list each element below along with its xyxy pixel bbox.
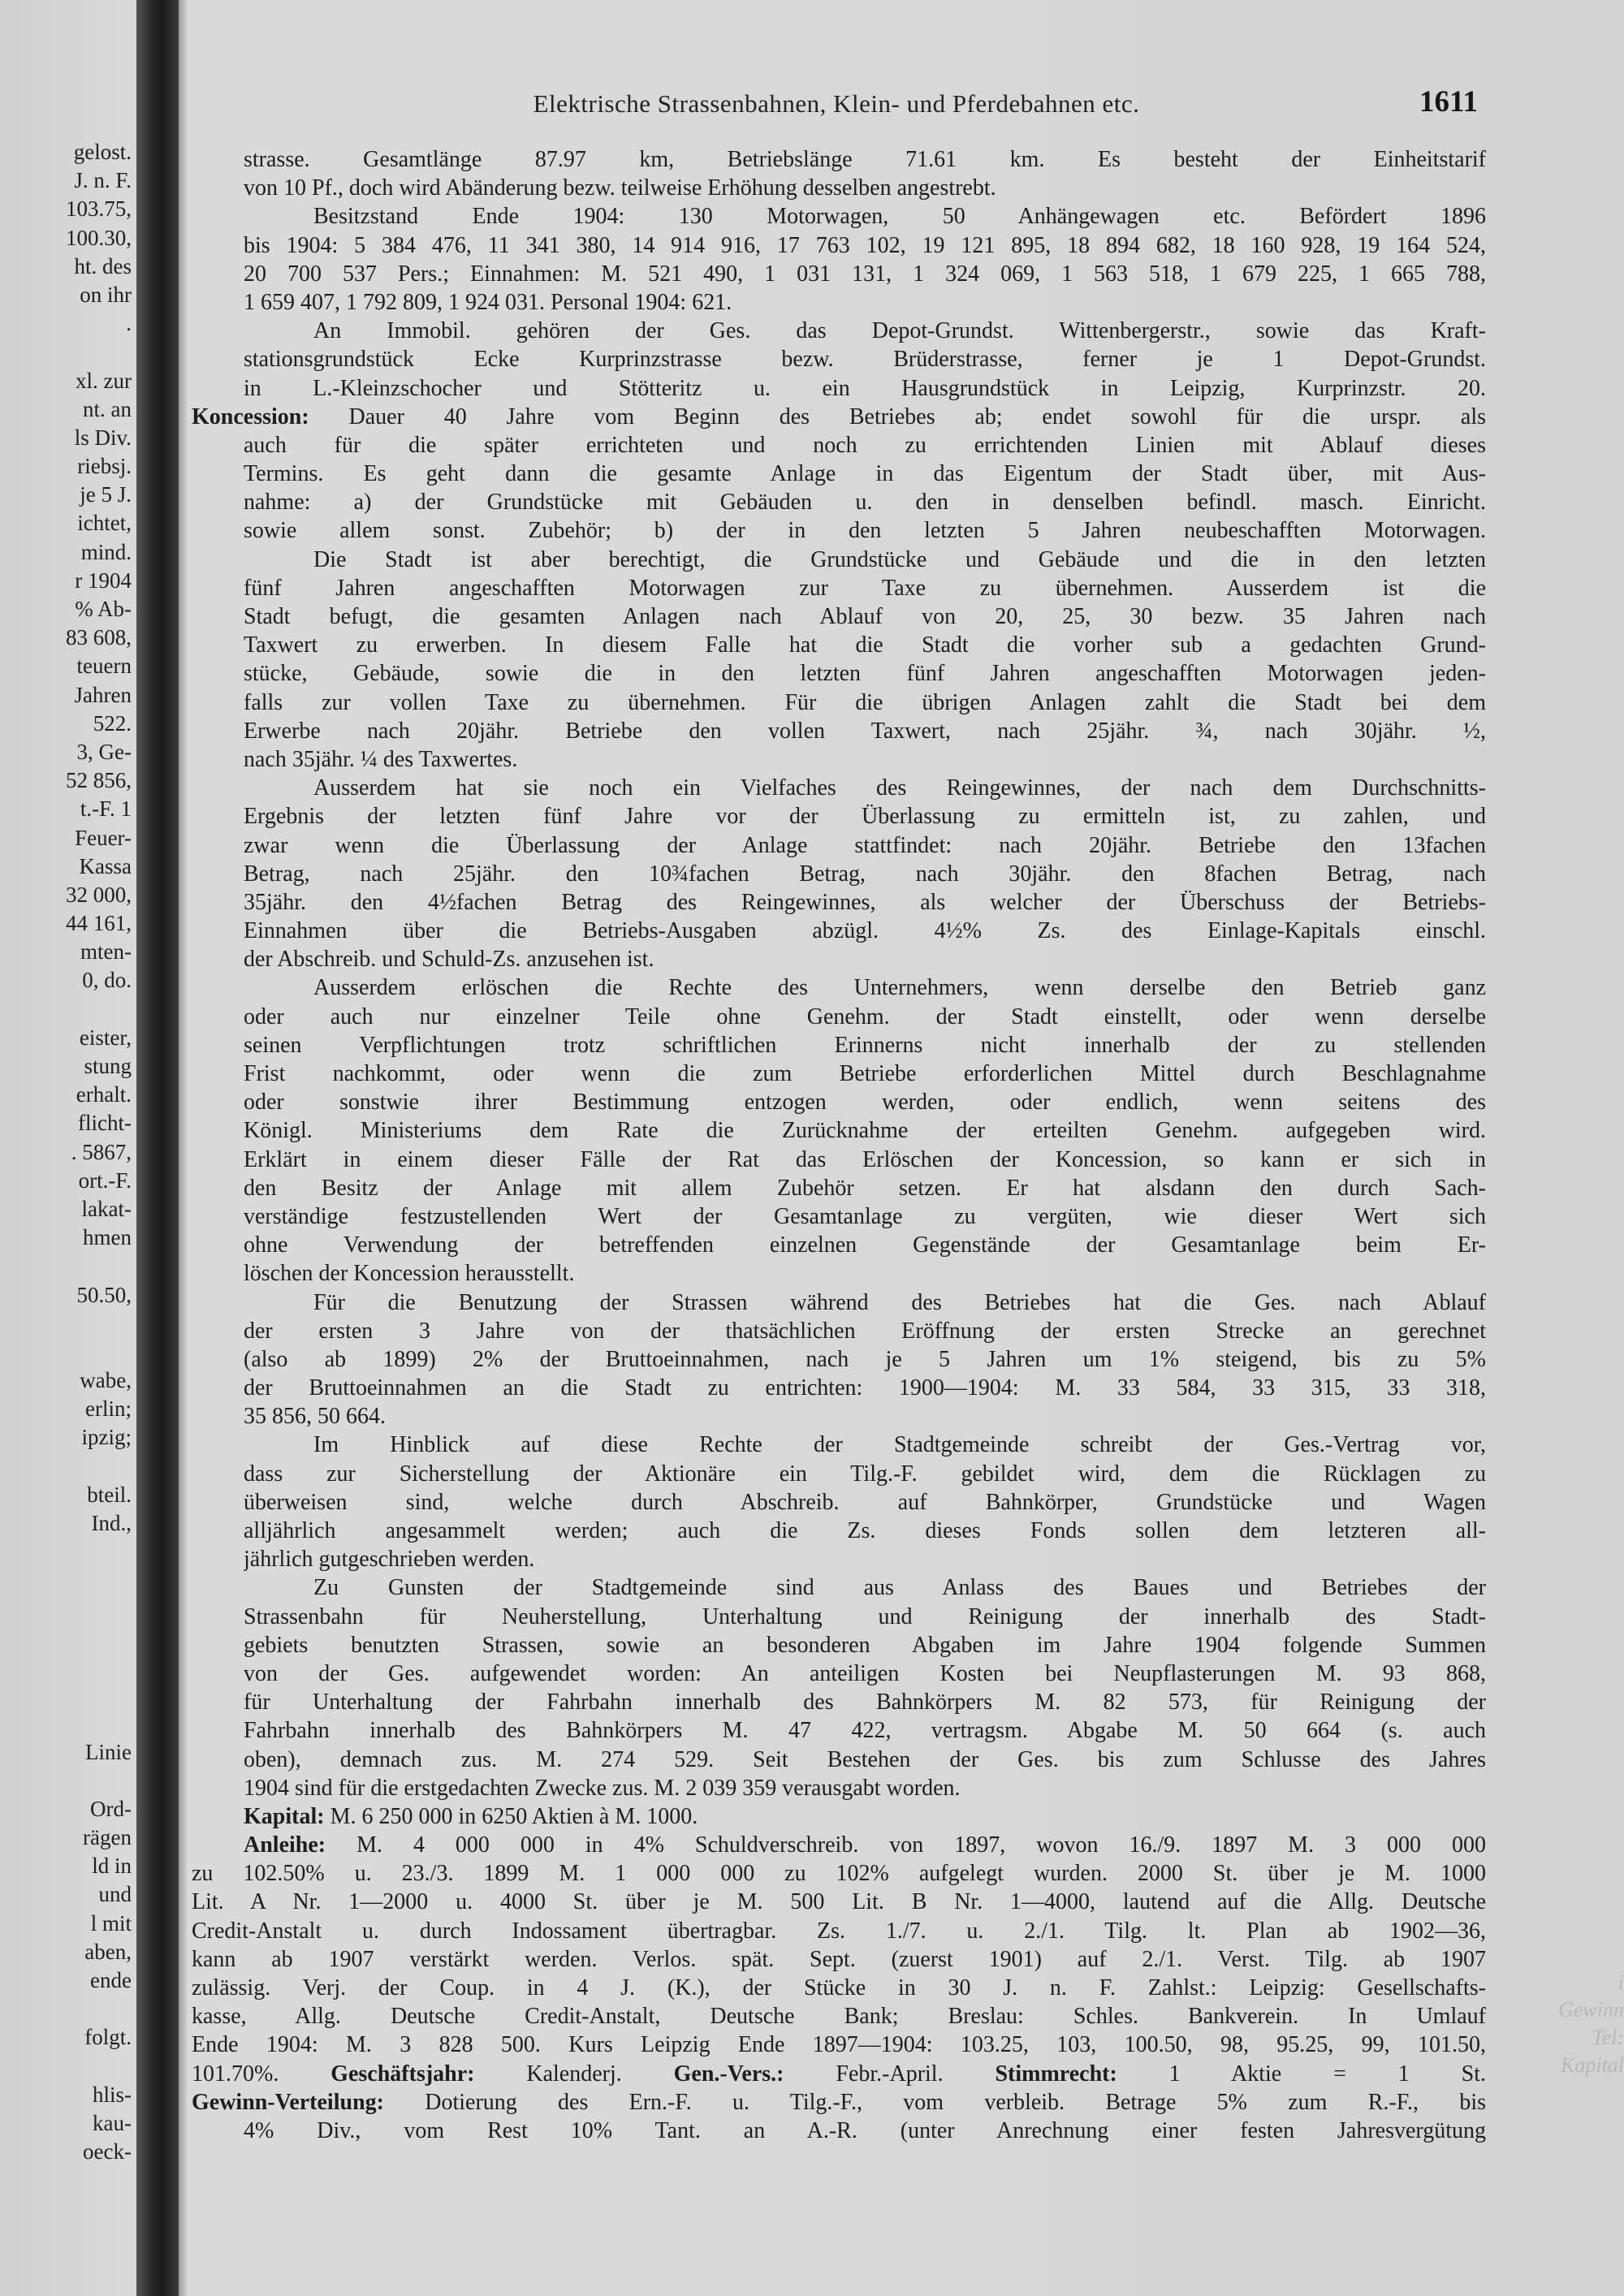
line-text: jährlich gutgeschrieben werden. bbox=[244, 1547, 535, 1573]
fragment-line: wabe, bbox=[80, 1368, 132, 1393]
fragment-line: mind. bbox=[80, 539, 132, 564]
fragment-line: riebsj. bbox=[77, 454, 132, 479]
text-line bbox=[192, 1917, 1486, 1945]
line-text: (also ab 1899) 2% der Bruttoeinnahmen, nach je 5 Jahren um 1% steigend, bis zu 5% bbox=[244, 1346, 1486, 1372]
text-line bbox=[244, 1746, 1486, 1774]
section-label: Kapital: bbox=[244, 1803, 325, 1829]
text-line bbox=[192, 1945, 1486, 1974]
fragment-line: oeck- bbox=[83, 2139, 132, 2164]
line-text: Febr.-April. bbox=[784, 2061, 996, 2087]
text-line bbox=[244, 574, 1486, 602]
text-line bbox=[244, 1146, 1486, 1174]
bleed-through-text bbox=[1535, 1969, 1624, 2079]
line-text: zulässig. Verj. der Coup. in 4 J. (K.), der Stücke in 30 J. n. F. Zahlst.: Leipzig: Gesellschafts- bbox=[192, 1975, 1486, 2000]
text-line bbox=[244, 745, 1486, 774]
line-text: Ausserdem hat sie noch ein Vielfaches des Reingewinnes, der nach dem Durchschnitts- bbox=[313, 775, 1486, 801]
text-line bbox=[244, 231, 1486, 260]
text-line bbox=[244, 1688, 1486, 1716]
line-text: 1 Aktie = 1 St. bbox=[1116, 2061, 1486, 2087]
text-line bbox=[244, 460, 1486, 488]
book-gutter bbox=[136, 0, 179, 2296]
fragment-line: 83 608, bbox=[66, 625, 132, 650]
fragment-line: Feuer- bbox=[75, 825, 132, 850]
line-text: An Immobil. gehören der Ges. das Depot-Grundst. Wittenbergerstr., sowie das Kraft- bbox=[313, 318, 1486, 344]
text-line bbox=[244, 2117, 1486, 2145]
line-text: löschen der Koncession herausstellt. bbox=[244, 1261, 575, 1287]
fragment-line: nt. an bbox=[83, 396, 132, 421]
line-text: Ergebnis der letzten fünf Jahre vor der Überlassung zu ermitteln ist, zu zahlen, und bbox=[244, 804, 1486, 830]
line-text: ohne Verwendung der betreffenden einzelnen Gegenstände der Gesamtanlage beim Er- bbox=[244, 1232, 1486, 1258]
fragment-line: t.-F. 1 bbox=[80, 796, 132, 822]
line-text: oben), demnach zus. M. 274 529. Seit Bestehen der Ges. bis zum Schlusse des Jahres bbox=[244, 1746, 1486, 1772]
text-line bbox=[244, 260, 1486, 288]
fragment-line: hmen bbox=[83, 1225, 132, 1250]
line-text: M. 6 250 000 in 6250 Aktien à M. 1000. bbox=[324, 1803, 698, 1829]
line-text: Betrag, nach 25jähr. den 10¾fachen Betrag, nach 30jähr. den 8fachen Betrag, nach bbox=[244, 861, 1486, 887]
line-text: Erklärt in einem dieser Fälle der Rat das Erlöschen der Koncession, so kann er sich in bbox=[244, 1146, 1486, 1172]
fragment-line bbox=[0, 2052, 132, 2081]
text-line bbox=[244, 1488, 1486, 1517]
fragment-line: 100.30, bbox=[66, 225, 132, 250]
line-text: Ende 1904: M. 3 828 500. Kurs Leipzig Ende 1897—1904: 103.25, 103, 100.50, 98, 95.25, 99, 101.50, bbox=[192, 2032, 1486, 2058]
text-line bbox=[192, 2088, 1486, 2117]
line-text: Fahrbahn innerhalb des Bahnkörpers M. 47 422, vertragsm. Abgabe M. 50 664 (s. auch bbox=[244, 1718, 1486, 1744]
line-text: stücke, Gebäude, sowie die in den letzten fünf Jahren angeschafften Motorwagen jeden- bbox=[244, 661, 1486, 687]
line-text: 4% Div., vom Rest 10% Tant. an A.-R. (unter Anrechnung einer festen Jahresvergütung bbox=[244, 2117, 1486, 2143]
text-line bbox=[244, 1802, 1486, 1831]
fragment-line: Jahren bbox=[74, 682, 132, 707]
fragment-line bbox=[0, 1624, 132, 1652]
text-line bbox=[244, 174, 1486, 202]
text-line bbox=[244, 202, 1486, 231]
line-text: Dauer 40 Jahre vom Beginn des Betriebes ab; endet sowohl für die urspr. als bbox=[309, 404, 1486, 429]
text-line bbox=[244, 631, 1486, 659]
line-text: Taxwert zu erwerben. In diesem Falle hat die Stadt die vorher sub a gedachten Grund- bbox=[244, 632, 1486, 658]
text-line bbox=[244, 774, 1486, 802]
text-line bbox=[244, 1402, 1486, 1431]
text-line bbox=[244, 1088, 1486, 1116]
line-text: Erwerbe nach 20jähr. Betriebe den vollen Taxwert, nach 25jähr. ¾, nach 30jähr. ½, bbox=[244, 718, 1486, 744]
text-line bbox=[244, 1460, 1486, 1488]
fragment-line bbox=[0, 1566, 132, 1595]
line-text: für Unterhaltung der Fahrbahn innerhalb des Bahnkörpers M. 82 573, für Reinigung der bbox=[244, 1690, 1486, 1716]
fragment-line bbox=[0, 1595, 132, 1624]
line-text: 35jähr. den 4½fachen Betrag des Reingewinnes, als welcher der Überschuss der Betriebs- bbox=[244, 889, 1486, 915]
fragment-line bbox=[0, 1995, 132, 2023]
fragment-line: 50.50, bbox=[76, 1282, 132, 1307]
section-label: Gen.-Vers.: bbox=[673, 2061, 784, 2087]
line-text: den Besitz der Anlage mit allem Zubehör setzen. Er hat alsdann den durch Sach- bbox=[244, 1175, 1486, 1201]
fragment-line bbox=[0, 1767, 132, 1795]
line-text: fünf Jahren angeschafften Motorwagen zur Taxe zu übernehmen. Ausserdem ist die bbox=[244, 575, 1486, 601]
line-text: strasse. Gesamtlänge 87.97 km, Betriebslänge 71.61 km. Es besteht der Einheitstarif bbox=[244, 147, 1486, 172]
line-text: oder sonstwie ihrer Bestimmung entzogen werden, oder endlich, wenn seitens des bbox=[244, 1090, 1486, 1116]
line-text: seinen Verpflichtungen trotz schriftlichen Erinnerns nicht innerhalb der zu stellenden bbox=[244, 1032, 1486, 1058]
fragment-line: rägen bbox=[83, 1825, 132, 1850]
text-line bbox=[244, 1317, 1486, 1345]
line-text: Credit-Anstalt u. durch Indossament übertragbar. Zs. 1./7. u. 2./1. Tilg. lt. Plan ab 1902—36, bbox=[192, 1918, 1486, 1944]
fragment-line: flicht- bbox=[78, 1111, 132, 1136]
fragment-line: erhalt. bbox=[76, 1082, 132, 1107]
line-text: stationsgrundstück Ecke Kurprinzstrasse bezw. Brüderstrasse, ferner je 1 Depot-Grundst. bbox=[244, 347, 1486, 373]
text-line bbox=[192, 1974, 1486, 2002]
text-line bbox=[244, 374, 1486, 403]
fragment-line: 103.75, bbox=[66, 196, 132, 222]
text-line bbox=[244, 917, 1486, 945]
text-line bbox=[244, 659, 1486, 688]
text-line bbox=[192, 1888, 1486, 1916]
text-line bbox=[244, 717, 1486, 745]
fragment-line: Ord- bbox=[90, 1796, 132, 1821]
fragment-line: gelost. bbox=[73, 140, 132, 164]
line-text: falls zur vollen Taxe zu übernehmen. Für die übrigen Anlagen zahlt die Stadt bei dem bbox=[244, 689, 1486, 715]
fragment-line bbox=[0, 995, 132, 1024]
text-line bbox=[244, 1659, 1486, 1688]
fragment-line bbox=[0, 1252, 132, 1280]
text-line bbox=[192, 2002, 1486, 2031]
line-text: Kalenderj. bbox=[474, 2061, 674, 2087]
fragment-line: je 5 J. bbox=[80, 482, 132, 507]
faint-line: i bbox=[1618, 1970, 1624, 1994]
fragment-line: ichtet, bbox=[77, 511, 132, 536]
fragment-line: r 1904 bbox=[75, 568, 132, 593]
line-text: Termins. Es geht dann die gesamte Anlage in das Eigentum der Stadt über, mit Aus- bbox=[244, 461, 1486, 487]
text-line bbox=[244, 1603, 1486, 1631]
line-text: kasse, Allg. Deutsche Credit-Anstalt, Deutsche Bank; Breslau: Schles. Bankverein. In Umlauf bbox=[192, 2004, 1486, 2030]
fragment-line bbox=[0, 1652, 132, 1681]
line-text: Ausserdem erlöschen die Rechte des Unternehmers, wenn derselbe den Betrieb ganz bbox=[313, 975, 1486, 1001]
text-line bbox=[192, 2060, 1486, 2088]
text-line bbox=[244, 1116, 1486, 1145]
line-text: Lit. A Nr. 1—2000 u. 4000 St. über je M. 500 Lit. B Nr. 1—4000, lautend auf die Allg. Deutsche bbox=[192, 1889, 1486, 1915]
text-line bbox=[244, 345, 1486, 373]
line-text: der Abschreib. und Schuld-Zs. anzusehen ist. bbox=[244, 947, 654, 973]
text-line bbox=[244, 1288, 1486, 1317]
fragment-line: on ihr bbox=[80, 282, 132, 307]
text-line bbox=[244, 1716, 1486, 1745]
fragment-line bbox=[0, 1681, 132, 1709]
fragment-line bbox=[0, 1452, 132, 1481]
line-text: auch für die später errichteten und noch zu errichtenden Linien mit Ablauf dieses bbox=[244, 432, 1486, 458]
line-text: Besitzstand Ende 1904: 130 Motorwagen, 50 Anhängewagen etc. Befördert 1896 bbox=[313, 204, 1486, 230]
line-text: 1904 sind für die erstgedachten Zwecke zus. M. 2 039 359 verausgabt worden. bbox=[244, 1775, 961, 1801]
text-line bbox=[244, 802, 1486, 831]
faint-line: Gewinn bbox=[1558, 1998, 1624, 2022]
fragment-line: Linie bbox=[85, 1739, 132, 1764]
text-line bbox=[244, 1374, 1486, 1402]
line-text: nahme: a) der Grundstücke mit Gebäuden u. den in denselben befindl. masch. Einricht. bbox=[244, 490, 1486, 516]
text-line bbox=[244, 1259, 1486, 1288]
line-text: Die Stadt ist aber berechtigt, die Grundstücke und Gebäude und die in den letzten bbox=[313, 546, 1486, 572]
fragment-line: Ind., bbox=[91, 1511, 132, 1535]
fragment-line: Kassa bbox=[79, 853, 132, 878]
line-text: verständige festzustellenden Wert der Gesamtanlage zu vergüten, wie dieser Wert sich bbox=[244, 1203, 1486, 1229]
line-text: bis 1904: 5 384 476, 11 341 380, 14 914 916, 17 763 102, 19 121 895, 18 894 682, 18 160 928, 19 164 524, bbox=[244, 232, 1486, 258]
fragment-line: xl. zur bbox=[76, 368, 132, 393]
fragment-line: 0, do. bbox=[82, 968, 132, 993]
line-text: Stadt befugt, die gesamten Anlagen nach Ablauf von 20, 25, 30 bezw. 35 Jahren nach bbox=[244, 604, 1486, 629]
text-line bbox=[192, 403, 1486, 431]
text-line bbox=[244, 1517, 1486, 1545]
text-line bbox=[244, 1031, 1486, 1060]
text-line bbox=[244, 1003, 1486, 1031]
gutter-shadow bbox=[179, 0, 187, 2296]
fragment-line: 44 161, bbox=[66, 911, 132, 936]
text-line bbox=[244, 688, 1486, 717]
line-text: 1 659 407, 1 792 809, 1 924 031. Personal 1904: 621. bbox=[244, 289, 732, 315]
line-text: von der Ges. aufgewendet worden: An anteiligen Kosten bei Neupflasterungen M. 93 868, bbox=[244, 1660, 1486, 1686]
fragment-line bbox=[0, 1709, 132, 1737]
text-line bbox=[244, 516, 1486, 545]
line-text: Strassenbahn für Neuherstellung, Unterhaltung und Reinigung der innerhalb des Stadt- bbox=[244, 1603, 1486, 1629]
fragment-line: 522. bbox=[93, 710, 132, 736]
text-line bbox=[244, 973, 1486, 1002]
text-line bbox=[244, 831, 1486, 860]
text-line bbox=[244, 1545, 1486, 1573]
text-line bbox=[244, 888, 1486, 917]
line-text: nach 35jähr. ¼ des Taxwertes. bbox=[244, 746, 518, 772]
facing-page-fragment bbox=[0, 138, 132, 2166]
fragment-line: hlis- bbox=[92, 2082, 132, 2107]
faint-line: Kapital bbox=[1560, 2053, 1624, 2077]
fragment-line: 3, Ge- bbox=[76, 739, 132, 764]
text-line bbox=[244, 1431, 1486, 1459]
line-text: zwar wenn die Überlassung der Anlage stattfindet: nach 20jähr. Betriebe den 13fachen bbox=[244, 832, 1486, 858]
line-text: 101.70%. bbox=[192, 2061, 331, 2087]
text-line bbox=[192, 2031, 1486, 2059]
line-text: der ersten 3 Jahre von der thatsächlichen Eröffnung der ersten Strecke an gerechnet bbox=[244, 1318, 1486, 1344]
text-line bbox=[244, 288, 1486, 317]
fragment-line: ls Div. bbox=[74, 425, 132, 450]
line-text: Dotierung des Ern.-F. u. Tilg.-F., vom verbleib. Betrage 5% zum R.-F., bis bbox=[383, 2089, 1486, 2115]
text-line bbox=[244, 1174, 1486, 1202]
line-text: gebiets benutzten Strassen, sowie an besonderen Abgaben im Jahre 1904 folgende Summen bbox=[244, 1632, 1486, 1658]
line-text: überweisen sind, welche durch Abschreib. auf Bahnkörper, Grundstücke und Wagen bbox=[244, 1489, 1486, 1515]
line-text: M. 4 000 000 in 4% Schuldverschreib. von 1897, wovon 16./9. 1897 M. 3 000 000 bbox=[326, 1832, 1486, 1858]
fragment-line: % Ab- bbox=[75, 597, 132, 621]
text-line bbox=[244, 317, 1486, 345]
fragment-line: l mit bbox=[90, 1910, 132, 1936]
fragment-line: J. n. F. bbox=[74, 168, 132, 193]
line-text: Zu Gunsten der Stadtgemeinde sind aus Anlass des Baues und Betriebes der bbox=[313, 1575, 1486, 1601]
line-text: 35 856, 50 664. bbox=[244, 1404, 386, 1430]
fragment-line: aben, bbox=[84, 1939, 132, 1964]
fragment-line: ende bbox=[90, 1968, 132, 1992]
line-text: Königl. Ministeriums dem Rate die Zurücknahme der erteilten Genehm. aufgegeben wird. bbox=[244, 1118, 1486, 1144]
fragment-line: stung bbox=[84, 1054, 132, 1078]
section-label: Stimmrecht: bbox=[995, 2061, 1117, 2087]
text-line bbox=[244, 1631, 1486, 1659]
fragment-line: eister, bbox=[79, 1025, 132, 1050]
fragment-line: . bbox=[126, 311, 132, 336]
section-label: Gewinn-Verteilung: bbox=[192, 2089, 384, 2115]
text-line bbox=[244, 546, 1486, 574]
fragment-line: teuern bbox=[76, 654, 132, 679]
page-number: 1611 bbox=[1419, 85, 1478, 119]
line-text: alljährlich angesammelt werden; auch die Zs. dieses Fonds sollen dem letzteren all- bbox=[244, 1518, 1486, 1543]
fragment-line: bteil. bbox=[87, 1482, 132, 1507]
fragment-line: 52 856, bbox=[66, 768, 132, 793]
line-text: 20 700 537 Pers.; Einnahmen: M. 521 490, 1 031 131, 1 324 069, 1 563 518, 1 679 225, 1 665 788, bbox=[244, 261, 1486, 287]
text-line bbox=[244, 488, 1486, 516]
line-text: der Bruttoeinnahmen an die Stadt zu entrichten: 1900—1904: M. 33 584, 33 315, 33 318, bbox=[244, 1375, 1486, 1401]
fragment-line: kau- bbox=[93, 2110, 132, 2135]
body-text bbox=[192, 145, 1486, 2145]
text-line bbox=[244, 1231, 1486, 1259]
line-text: dass zur Sicherstellung der Aktionäre ein Tilg.-F. gebildet wird, dem die Rücklagen zu bbox=[244, 1461, 1486, 1487]
fragment-line bbox=[0, 338, 132, 366]
line-text: kann ab 1907 verstärkt werden. Verlos. spät. Sept. (zuerst 1901) auf 2./1. Verst. Tilg. ab 1907 bbox=[192, 1946, 1486, 1972]
fragment-line bbox=[0, 1310, 132, 1338]
fragment-line: mten- bbox=[80, 939, 132, 965]
text-line bbox=[244, 1774, 1486, 1802]
text-line bbox=[244, 860, 1486, 888]
line-text: Einnahmen über die Betriebs-Ausgaben abzügl. 4½% Zs. des Einlage-Kapitals einschl. bbox=[244, 918, 1486, 944]
fragment-line bbox=[0, 1338, 132, 1366]
line-text: Frist nachkommt, oder wenn die zum Betriebe erforderlichen Mittel durch Beschlagnahme bbox=[244, 1061, 1486, 1086]
text-line bbox=[244, 602, 1486, 631]
fragment-line: folgt. bbox=[84, 2025, 132, 2050]
line-text: sowie allem sonst. Zubehör; b) der in den letzten 5 Jahren neubeschafften Motorwagen. bbox=[244, 518, 1486, 544]
section-label: Koncession: bbox=[192, 404, 309, 429]
line-text: oder auch nur einzelner Teile ohne Genehm. der Stadt einstellt, oder wenn derselbe bbox=[244, 1003, 1486, 1029]
fragment-line: 32 000, bbox=[66, 882, 132, 907]
text-line bbox=[244, 1345, 1486, 1374]
text-line bbox=[244, 1831, 1486, 1859]
fragment-line bbox=[0, 1538, 132, 1566]
running-title: Elektrische Strassenbahnen, Klein- und Pferdebahnen etc. bbox=[533, 89, 1140, 118]
fragment-line: . 5867, bbox=[71, 1139, 132, 1164]
section-label: Geschäftsjahr: bbox=[330, 2061, 475, 2087]
line-text: Für die Benutzung der Strassen während des Betriebes hat die Ges. nach Ablauf bbox=[313, 1289, 1486, 1315]
text-line bbox=[244, 1573, 1486, 1602]
text-line bbox=[244, 945, 1486, 973]
text-line bbox=[244, 1060, 1486, 1088]
line-text: von 10 Pf., doch wird Abänderung bezw. teilweise Erhöhung desselben angestrebt. bbox=[244, 175, 996, 201]
fragment-line: ort.-F. bbox=[78, 1167, 132, 1193]
line-text: zu 102.50% u. 23./3. 1899 M. 1 000 000 zu 102% aufgelegt wurden. 2000 St. über je M. 1000 bbox=[192, 1861, 1486, 1887]
fragment-line: ht. des bbox=[74, 253, 132, 278]
fragment-line: erlin; bbox=[85, 1396, 132, 1422]
text-line bbox=[244, 431, 1486, 460]
text-line bbox=[244, 1202, 1486, 1231]
fragment-line: ld in bbox=[92, 1854, 132, 1879]
faint-line: Tel: bbox=[1592, 2026, 1624, 2049]
line-text: in L.-Kleinzschocher und Stötteritz u. ein Hausgrundstück in Leipzig, Kurprinzstr. 20. bbox=[244, 375, 1486, 401]
fragment-line: und bbox=[98, 1882, 132, 1907]
line-text: Im Hinblick auf diese Rechte der Stadtgemeinde schreibt der Ges.-Vertrag vor, bbox=[313, 1432, 1486, 1458]
section-label: Anleihe: bbox=[244, 1832, 326, 1858]
text-line bbox=[192, 1859, 1486, 1888]
text-line bbox=[244, 145, 1486, 174]
fragment-line: lakat- bbox=[81, 1196, 132, 1221]
fragment-line: ipzig; bbox=[81, 1425, 132, 1450]
